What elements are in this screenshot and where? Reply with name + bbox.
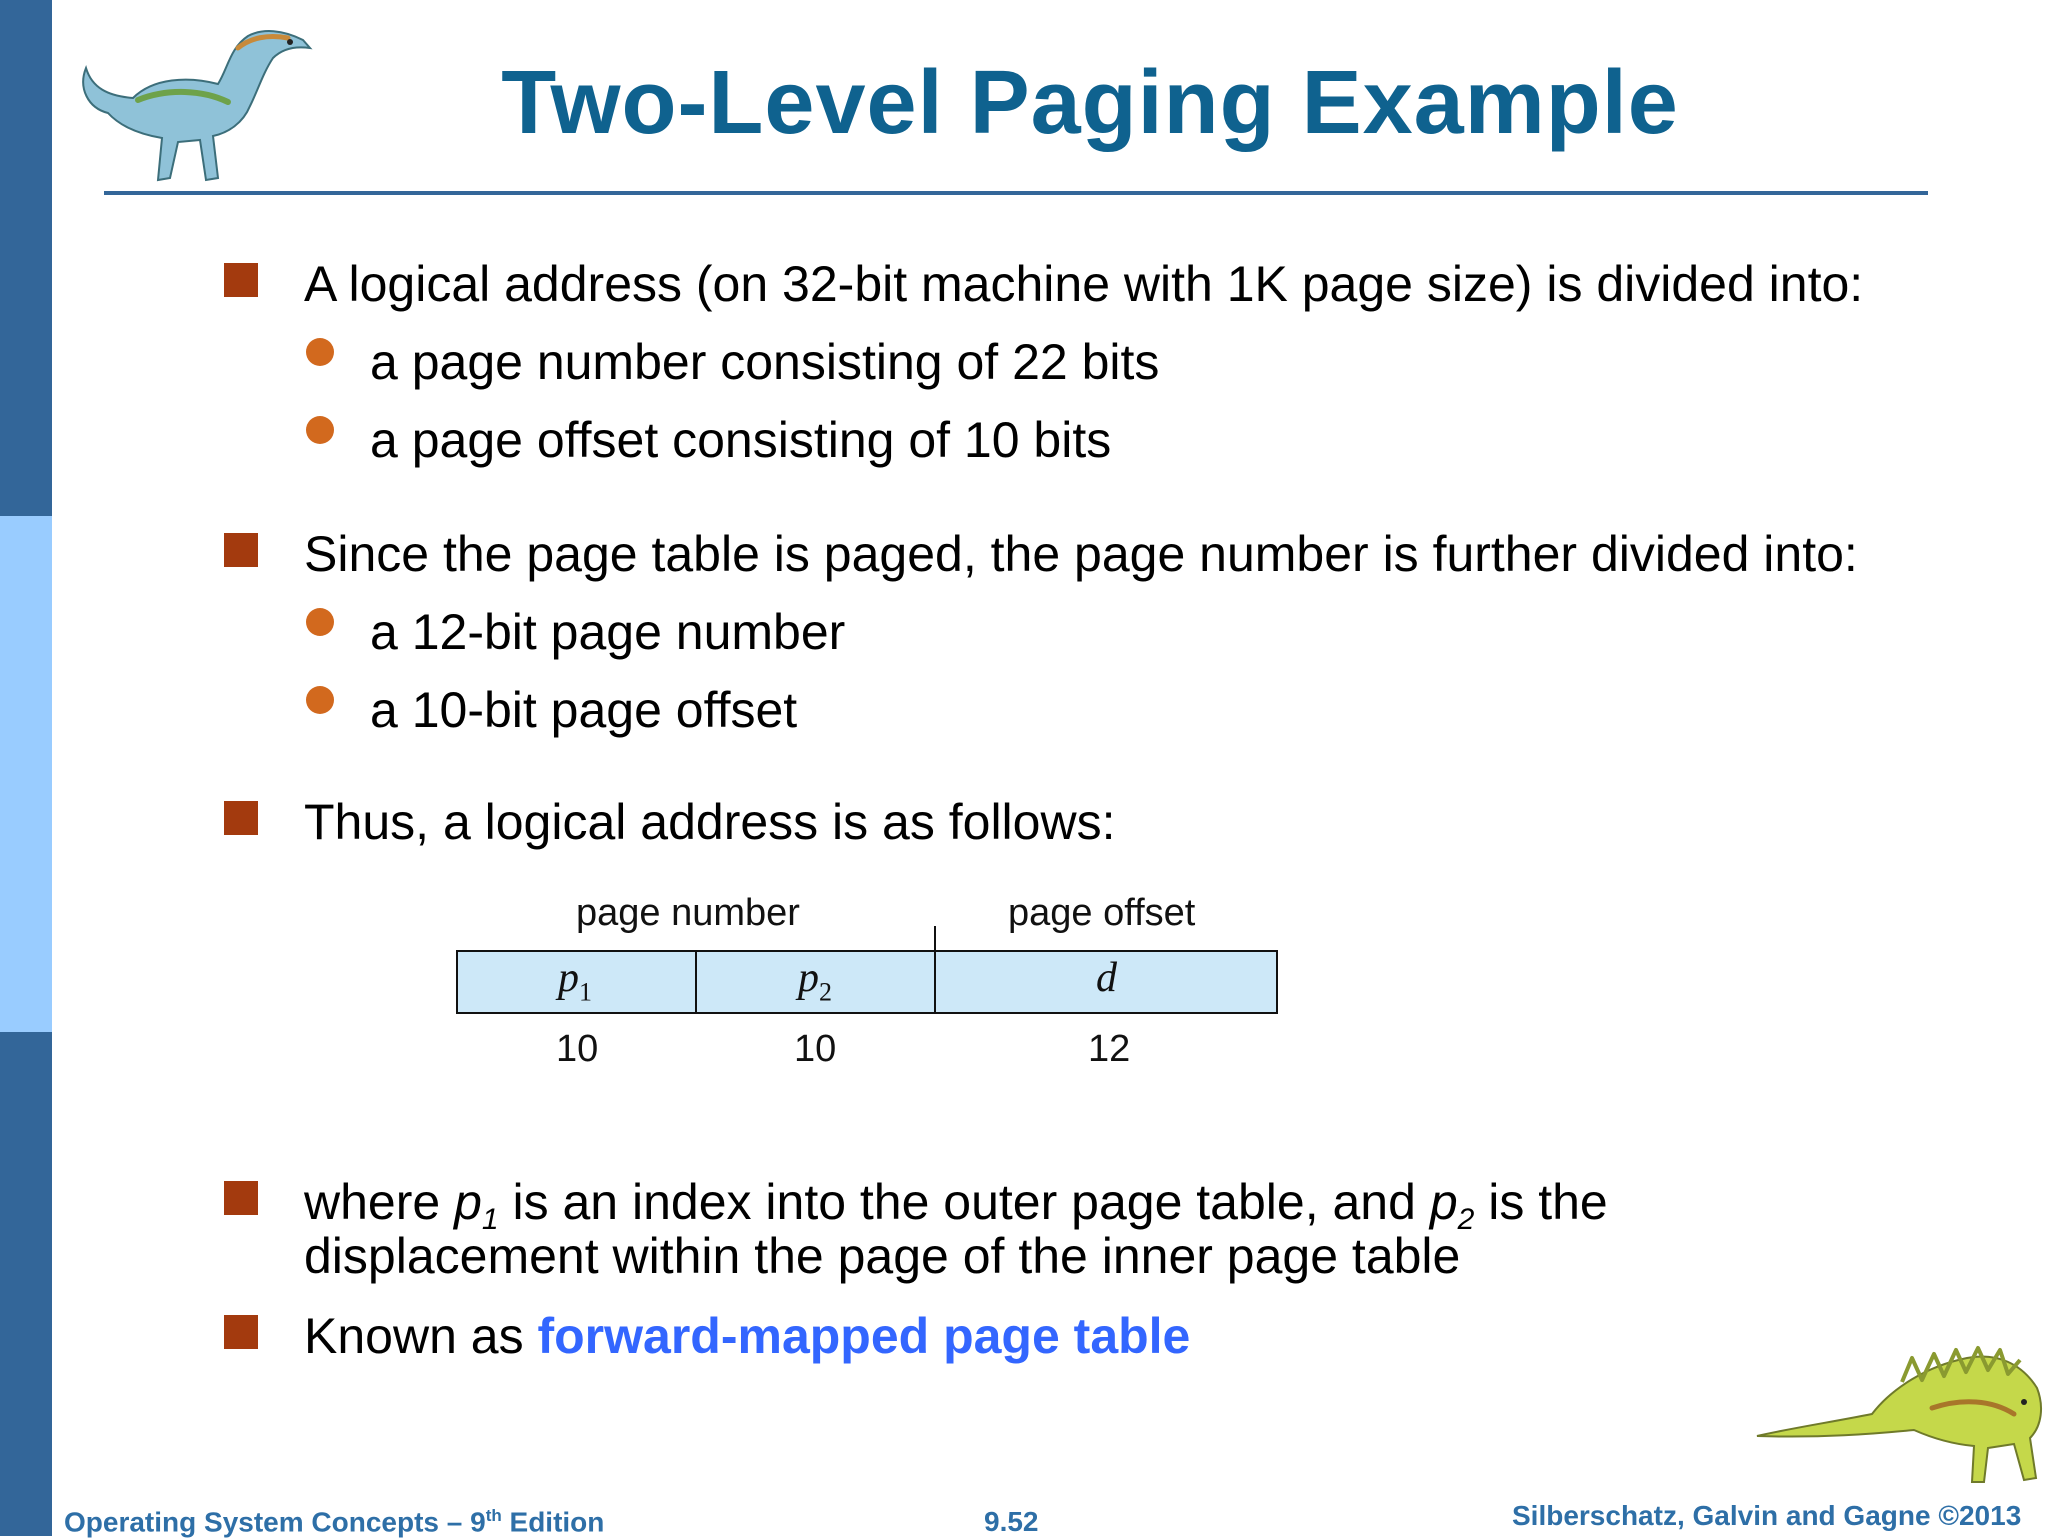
- label-separator-tick: [934, 926, 936, 952]
- field-divider: [695, 950, 697, 1014]
- bits-p1: 10: [556, 1028, 599, 1070]
- square-bullet-icon: [224, 263, 258, 297]
- bullet-where-line-2: displacement within the page of the inner page table: [304, 1228, 1461, 1284]
- label-page-number: page number: [576, 892, 800, 934]
- round-bullet-icon: [306, 686, 334, 714]
- footer-book-title-tail: Edition: [501, 1506, 605, 1538]
- b4-text-2: is an index into the outer page table, and: [498, 1174, 1430, 1230]
- field-p1-var: p: [558, 955, 579, 1001]
- square-bullet-icon: [224, 801, 258, 835]
- bits-d: 12: [1088, 1028, 1131, 1070]
- square-bullet-icon: [224, 1181, 258, 1215]
- slide-title: Two-Level Paging Example: [501, 53, 1679, 153]
- field-divider: [934, 950, 936, 1014]
- b4-p2-sub: 2: [1457, 1203, 1475, 1236]
- side-band-bottom: [0, 1032, 52, 1536]
- b4-p1-var: p: [454, 1174, 482, 1230]
- b4-p1-sub: 1: [481, 1203, 499, 1236]
- b4-text-1: where: [304, 1174, 455, 1230]
- bullet-known-as: [304, 1308, 1190, 1364]
- field-p1-sub: 1: [579, 977, 592, 1007]
- sub-bullet-12-bit: a 12-bit page number: [370, 604, 846, 660]
- round-bullet-icon: [306, 416, 334, 444]
- field-p2-var: p: [798, 955, 819, 1001]
- bullet-page-table-paged: Since the page table is paged, the page number is further divided into:: [304, 526, 1858, 582]
- sub-bullet-page-number: a page number consisting of 22 bits: [370, 334, 1160, 390]
- square-bullet-icon: [224, 1315, 258, 1349]
- footer-slide-number: 9.52: [984, 1506, 1039, 1537]
- side-band-middle: [0, 516, 52, 1032]
- round-bullet-icon: [306, 608, 334, 636]
- dinosaur-logo-bottom: [1752, 1318, 2048, 1488]
- field-d-var: d: [1096, 955, 1117, 1001]
- bullet-logical-address: A logical address (on 32-bit machine with 1K page size) is divided into:: [304, 256, 1864, 312]
- footer-book-title: [64, 1506, 604, 1538]
- known-as-prefix: Known as: [304, 1308, 538, 1364]
- footer-book-title-sup: th: [485, 1506, 502, 1525]
- sub-bullet-page-offset: a page offset consisting of 10 bits: [370, 412, 1112, 468]
- footer-authors: Silberschatz, Galvin and Gagne ©2013: [1512, 1500, 2022, 1531]
- b4-p2-var: p: [1429, 1174, 1458, 1230]
- title-underline: [104, 191, 1928, 195]
- sub-bullet-10-bit: a 10-bit page offset: [370, 682, 798, 738]
- label-page-offset: page offset: [1008, 892, 1196, 934]
- side-band-top: [0, 0, 52, 516]
- square-bullet-icon: [224, 533, 258, 567]
- field-p1: [558, 954, 592, 1007]
- field-p2-sub: 2: [819, 977, 832, 1007]
- b4-text-3: is the: [1474, 1174, 1608, 1230]
- field-p2: [798, 954, 832, 1007]
- footer-book-title-text: Operating System Concepts – 9: [64, 1506, 486, 1538]
- field-d: [1096, 954, 1117, 1002]
- term-forward-mapped: forward-mapped page table: [537, 1308, 1191, 1364]
- bullet-logical-address-follows: Thus, a logical address is as follows:: [304, 794, 1116, 850]
- bits-p2: 10: [794, 1028, 837, 1070]
- round-bullet-icon: [306, 338, 334, 366]
